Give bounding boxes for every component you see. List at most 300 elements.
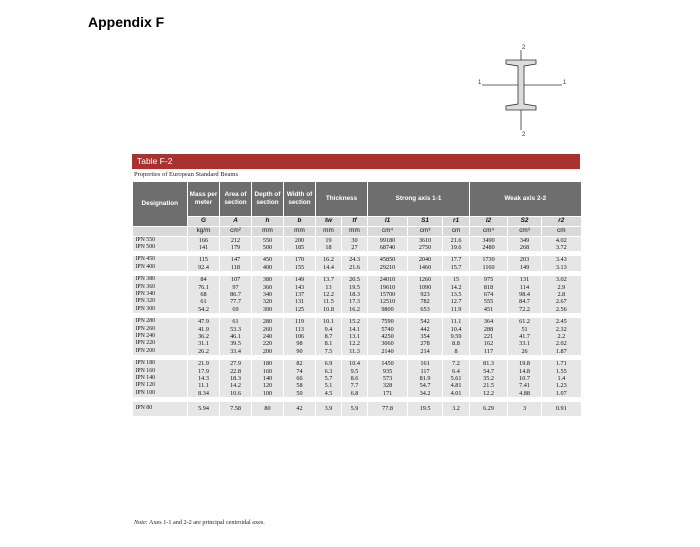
value-cell: 171 (368, 390, 408, 397)
value-cell: 166 (188, 236, 220, 244)
value-cell: 66 (284, 375, 316, 382)
value-cell: 1.07 (542, 390, 581, 397)
beam-properties-table (132, 182, 581, 416)
table-row (133, 382, 581, 389)
value-cell: 1730 (470, 256, 508, 263)
value-cell: 818 (470, 284, 508, 291)
unit-cell: cm (542, 226, 581, 236)
value-cell: 2.32 (542, 326, 581, 333)
table-body (133, 236, 581, 416)
value-cell: 149 (508, 264, 542, 271)
value-cell: 19610 (368, 284, 408, 291)
value-cell: 98 (284, 340, 316, 347)
value-cell: 41.7 (508, 333, 542, 340)
value-cell: 19.5 (342, 284, 368, 291)
value-cell: 2040 (408, 256, 443, 263)
value-cell: 92.4 (188, 264, 220, 271)
note-text: Axes 1-1 and 2-2 are principal centroidal axes. (148, 519, 265, 526)
table-row (133, 333, 581, 340)
value-cell: 6.8 (342, 390, 368, 397)
value-cell: 288 (470, 326, 508, 333)
value-cell: 53.3 (220, 326, 252, 333)
value-cell: 17.7 (443, 256, 470, 263)
unit-cell: cm⁴ (470, 226, 508, 236)
value-cell: 81.3 (470, 360, 508, 367)
table-row (133, 326, 581, 333)
value-cell: 131 (284, 298, 316, 305)
value-cell: 1.71 (542, 360, 581, 367)
value-cell: 115 (188, 256, 220, 263)
table-row (133, 368, 581, 375)
value-cell: 21.6 (342, 264, 368, 271)
value-cell: 24.3 (342, 256, 368, 263)
value-cell: 1160 (470, 264, 508, 271)
value-cell: 77.7 (220, 298, 252, 305)
value-cell: 86.7 (220, 291, 252, 298)
value-cell: 118 (220, 264, 252, 271)
symbol-cell: S2 (508, 216, 542, 226)
value-cell: 117 (408, 368, 443, 375)
table-row (133, 256, 581, 263)
beam-cross-section-diagram (478, 44, 568, 136)
value-cell: 203 (508, 256, 542, 263)
value-cell: 7.58 (220, 402, 252, 415)
value-cell: 2.8 (542, 291, 581, 298)
value-cell: 21.6 (443, 236, 470, 244)
table-title-bar (132, 154, 580, 169)
designation-cell: IPN 200 (133, 348, 188, 355)
value-cell: 12.7 (443, 298, 470, 305)
unit-row (133, 226, 581, 236)
value-cell: 212 (220, 236, 252, 244)
value-cell: 106 (284, 333, 316, 340)
value-cell: 1260 (408, 276, 443, 283)
value-cell: 33.1 (508, 340, 542, 347)
value-cell: 14.1 (342, 326, 368, 333)
value-cell: 80 (252, 402, 284, 415)
value-cell: 141 (188, 244, 220, 251)
value-cell: 77.8 (368, 402, 408, 415)
value-cell: 14.4 (316, 264, 342, 271)
value-cell: 14.8 (508, 368, 542, 375)
value-cell: 34.2 (408, 390, 443, 397)
value-cell: 3.02 (542, 276, 581, 283)
header-weak-axis: Weak axis 2-2 (470, 182, 581, 216)
value-cell: 15700 (368, 291, 408, 298)
designation-cell: IPN 160 (133, 368, 188, 375)
value-cell: 69 (220, 306, 252, 313)
table-row (133, 318, 581, 325)
table-note (134, 519, 265, 526)
value-cell: 4.01 (443, 390, 470, 397)
table-row (133, 306, 581, 313)
value-cell: 31.1 (188, 340, 220, 347)
value-cell: 923 (408, 291, 443, 298)
value-cell: 5.7 (316, 375, 342, 382)
value-cell: 8.6 (342, 375, 368, 382)
unit-cell: cm³ (408, 226, 443, 236)
value-cell: 653 (408, 306, 443, 313)
unit-cell: cm³ (508, 226, 542, 236)
value-cell: 137 (284, 291, 316, 298)
value-cell: 82 (284, 360, 316, 367)
value-cell: 161 (408, 360, 443, 367)
designation-cell: IPN 80 (133, 402, 188, 415)
value-cell: 2140 (368, 348, 408, 355)
value-cell: 61 (188, 298, 220, 305)
value-cell: 278 (408, 340, 443, 347)
table-row (133, 402, 581, 415)
value-cell: 170 (284, 256, 316, 263)
table-row (133, 284, 581, 291)
value-cell: 340 (252, 291, 284, 298)
table-row (133, 375, 581, 382)
axis-2-top-label: 2 (522, 45, 526, 51)
value-cell: 4250 (368, 333, 408, 340)
designation-cell: IPN 550 (133, 236, 188, 244)
value-cell: 1.55 (542, 368, 581, 375)
designation-cell: IPN 100 (133, 390, 188, 397)
value-cell: 975 (470, 276, 508, 283)
value-cell: 2750 (408, 244, 443, 251)
value-cell: 550 (252, 236, 284, 244)
value-cell: 4.81 (443, 382, 470, 389)
value-cell: 18.3 (342, 291, 368, 298)
designation-cell: IPN 260 (133, 326, 188, 333)
value-cell: 8.7 (316, 333, 342, 340)
value-cell: 84.7 (508, 298, 542, 305)
value-cell: 7.2 (443, 360, 470, 367)
value-cell: 27 (342, 244, 368, 251)
symbol-cell: A (220, 216, 252, 226)
designation-cell: IPN 280 (133, 318, 188, 325)
symbol-cell: tw (316, 216, 342, 226)
value-cell: 400 (252, 264, 284, 271)
header-depth: Depth of section (252, 182, 284, 216)
value-cell: 2.45 (542, 318, 581, 325)
value-cell: 61.2 (508, 318, 542, 325)
value-cell: 200 (252, 348, 284, 355)
header-width: Width of section (284, 182, 316, 216)
value-cell: 555 (470, 298, 508, 305)
value-cell: 18 (316, 244, 342, 251)
value-cell: 120 (252, 382, 284, 389)
value-cell: 15 (443, 276, 470, 283)
value-cell: 10.6 (220, 390, 252, 397)
value-cell: 1.87 (542, 348, 581, 355)
value-cell: 51 (508, 326, 542, 333)
value-cell: 380 (252, 276, 284, 283)
value-cell: 221 (470, 333, 508, 340)
value-cell: 13.5 (443, 291, 470, 298)
designation-cell: IPN 240 (133, 333, 188, 340)
value-cell: 180 (252, 360, 284, 367)
value-cell: 4.02 (542, 236, 581, 244)
value-cell: 364 (470, 318, 508, 325)
value-cell: 54.7 (408, 382, 443, 389)
value-cell: 90 (284, 348, 316, 355)
value-cell: 26 (508, 348, 542, 355)
value-cell: 50 (284, 390, 316, 397)
value-cell: 4.88 (508, 390, 542, 397)
value-cell: 39.5 (220, 340, 252, 347)
unit-cell: cm (443, 226, 470, 236)
value-cell: 10.4 (443, 326, 470, 333)
designation-cell: IPN 340 (133, 291, 188, 298)
value-cell: 10.4 (342, 360, 368, 367)
value-cell: 42 (284, 402, 316, 415)
value-cell: 3.72 (542, 244, 581, 251)
value-cell: 3 (508, 402, 542, 415)
value-cell: 10.1 (316, 318, 342, 325)
symbol-cell: r2 (542, 216, 581, 226)
value-cell: 3060 (368, 340, 408, 347)
value-cell: 442 (408, 326, 443, 333)
value-cell: 2.02 (542, 340, 581, 347)
value-cell: 14.2 (220, 382, 252, 389)
value-cell: 10.7 (508, 375, 542, 382)
note-label: Note: (134, 519, 148, 526)
value-cell: 2.56 (542, 306, 581, 313)
value-cell: 41.9 (188, 326, 220, 333)
value-cell: 5.1 (316, 382, 342, 389)
value-cell: 185 (284, 244, 316, 251)
value-cell: 7.7 (342, 382, 368, 389)
value-cell: 68 (188, 291, 220, 298)
value-cell: 9.59 (443, 333, 470, 340)
designation-cell: IPN 220 (133, 340, 188, 347)
value-cell: 6.4 (443, 368, 470, 375)
value-cell: 6.29 (470, 402, 508, 415)
value-cell: 18.3 (220, 375, 252, 382)
value-cell: 16.2 (342, 306, 368, 313)
unit-cell: mm (316, 226, 342, 236)
value-cell: 328 (368, 382, 408, 389)
value-cell: 12.2 (316, 291, 342, 298)
value-cell: 2.9 (542, 284, 581, 291)
designation-cell: IPN 120 (133, 382, 188, 389)
value-cell: 119 (284, 318, 316, 325)
designation-cell: IPN 180 (133, 360, 188, 367)
table-row (133, 340, 581, 347)
value-cell: 354 (408, 333, 443, 340)
value-cell: 2.2 (542, 333, 581, 340)
value-cell: 3610 (408, 236, 443, 244)
value-cell: 7.41 (508, 382, 542, 389)
header-strong-axis: Strong axis 1-1 (368, 182, 470, 216)
value-cell: 33.4 (220, 348, 252, 355)
value-cell: 268 (508, 244, 542, 251)
value-cell: 573 (368, 375, 408, 382)
value-cell: 27.9 (220, 360, 252, 367)
value-cell: 6.9 (316, 360, 342, 367)
value-cell: 450 (252, 256, 284, 263)
value-cell: 68740 (368, 244, 408, 251)
symbol-cell: S1 (408, 216, 443, 226)
designation-cell: IPN 380 (133, 276, 188, 283)
value-cell: 349 (508, 236, 542, 244)
value-cell: 7.5 (316, 348, 342, 355)
value-cell: 35.2 (470, 375, 508, 382)
value-cell: 8.34 (188, 390, 220, 397)
symbol-cell: G (188, 216, 220, 226)
value-cell: 19 (316, 236, 342, 244)
appendix-heading: Appendix F (88, 14, 165, 30)
value-cell: 14.2 (443, 284, 470, 291)
value-cell: 147 (220, 256, 252, 263)
value-cell: 5740 (368, 326, 408, 333)
value-cell: 15.2 (342, 318, 368, 325)
value-cell: 19.5 (408, 402, 443, 415)
value-cell: 0.91 (542, 402, 581, 415)
value-cell: 97 (220, 284, 252, 291)
value-cell: 240 (252, 333, 284, 340)
value-cell: 30 (342, 236, 368, 244)
value-cell: 98.4 (508, 291, 542, 298)
value-cell: 19.8 (508, 360, 542, 367)
header-area: Area of section (220, 182, 252, 216)
table-row (133, 360, 581, 367)
designation-cell: IPN 500 (133, 244, 188, 251)
value-cell: 12.2 (342, 340, 368, 347)
value-cell: 220 (252, 340, 284, 347)
value-cell: 22.8 (220, 368, 252, 375)
value-cell: 2.67 (542, 298, 581, 305)
value-cell: 20.5 (342, 276, 368, 283)
designation-cell: IPN 320 (133, 298, 188, 305)
value-cell: 12.2 (470, 390, 508, 397)
value-cell: 7590 (368, 318, 408, 325)
axis-1-left-label: 1 (478, 80, 482, 86)
value-cell: 100 (252, 390, 284, 397)
value-cell: 74 (284, 368, 316, 375)
designation-cell: IPN 300 (133, 306, 188, 313)
value-cell: 11.1 (188, 382, 220, 389)
value-cell: 260 (252, 326, 284, 333)
value-cell: 11.5 (316, 298, 342, 305)
value-cell: 12510 (368, 298, 408, 305)
value-cell: 125 (284, 306, 316, 313)
value-cell: 54.7 (470, 368, 508, 375)
symbol-cell: r1 (443, 216, 470, 226)
value-cell: 47.9 (188, 318, 220, 325)
value-cell: 14.3 (188, 375, 220, 382)
unit-cell: kg/m (188, 226, 220, 236)
unit-cell: cm² (220, 226, 252, 236)
value-cell: 200 (284, 236, 316, 244)
value-cell: 114 (508, 284, 542, 291)
value-cell: 360 (252, 284, 284, 291)
value-cell: 99180 (368, 236, 408, 244)
value-cell: 9.5 (342, 368, 368, 375)
value-cell: 160 (252, 368, 284, 375)
value-cell: 9.4 (316, 326, 342, 333)
value-cell: 16.2 (316, 256, 342, 263)
value-cell: 451 (470, 306, 508, 313)
value-cell: 1090 (408, 284, 443, 291)
value-cell: 131 (508, 276, 542, 283)
symbol-cell: I2 (470, 216, 508, 226)
value-cell: 3490 (470, 236, 508, 244)
value-cell: 13 (316, 284, 342, 291)
table-row (133, 291, 581, 298)
value-cell: 17.3 (342, 298, 368, 305)
value-cell: 72.2 (508, 306, 542, 313)
value-cell: 21.9 (188, 360, 220, 367)
value-cell: 214 (408, 348, 443, 355)
value-cell: 58 (284, 382, 316, 389)
header-designation: Designation (133, 182, 188, 226)
symbol-cell: I1 (368, 216, 408, 226)
unit-cell: cm⁴ (368, 226, 408, 236)
value-cell: 4.5 (316, 390, 342, 397)
table-row (133, 390, 581, 397)
value-cell: 5.9 (342, 402, 368, 415)
table-row (133, 276, 581, 283)
table-row (133, 244, 581, 251)
value-cell: 61 (220, 318, 252, 325)
value-cell: 13.7 (316, 276, 342, 283)
unit-cell: mm (342, 226, 368, 236)
value-cell: 24010 (368, 276, 408, 283)
table-title: Table F-2 (137, 156, 173, 166)
value-cell: 1460 (408, 264, 443, 271)
value-cell: 935 (368, 368, 408, 375)
value-cell: 155 (284, 264, 316, 271)
value-cell: 15.7 (443, 264, 470, 271)
table-caption: Properties of European Standard Beams (134, 171, 238, 178)
value-cell: 1450 (368, 360, 408, 367)
value-cell: 542 (408, 318, 443, 325)
value-cell: 320 (252, 298, 284, 305)
value-cell: 3.13 (542, 264, 581, 271)
symbol-cell: h (252, 216, 284, 226)
axis-2-bottom-label: 2 (522, 132, 526, 136)
value-cell: 84 (188, 276, 220, 283)
value-cell: 280 (252, 318, 284, 325)
designation-cell: IPN 140 (133, 375, 188, 382)
value-cell: 81.9 (408, 375, 443, 382)
value-cell: 143 (284, 284, 316, 291)
value-cell: 21.5 (470, 382, 508, 389)
value-cell: 29210 (368, 264, 408, 271)
value-cell: 300 (252, 306, 284, 313)
value-cell: 54.2 (188, 306, 220, 313)
header-thickness: Thickness (316, 182, 368, 216)
value-cell: 11.3 (342, 348, 368, 355)
value-cell: 6.3 (316, 368, 342, 375)
value-cell: 5.61 (443, 375, 470, 382)
value-cell: 3.2 (443, 402, 470, 415)
value-cell: 674 (470, 291, 508, 298)
value-cell: 2480 (470, 244, 508, 251)
value-cell: 113 (284, 326, 316, 333)
table-row (133, 264, 581, 271)
value-cell: 500 (252, 244, 284, 251)
value-cell: 45850 (368, 256, 408, 263)
value-cell: 19.6 (443, 244, 470, 251)
unit-cell: mm (252, 226, 284, 236)
value-cell: 3.43 (542, 256, 581, 263)
value-cell: 26.2 (188, 348, 220, 355)
value-cell: 11.9 (443, 306, 470, 313)
table-row (133, 298, 581, 305)
value-cell: 8.8 (443, 340, 470, 347)
unit-cell: mm (284, 226, 316, 236)
designation-cell: IPN 360 (133, 284, 188, 291)
value-cell: 10.8 (316, 306, 342, 313)
value-cell: 782 (408, 298, 443, 305)
